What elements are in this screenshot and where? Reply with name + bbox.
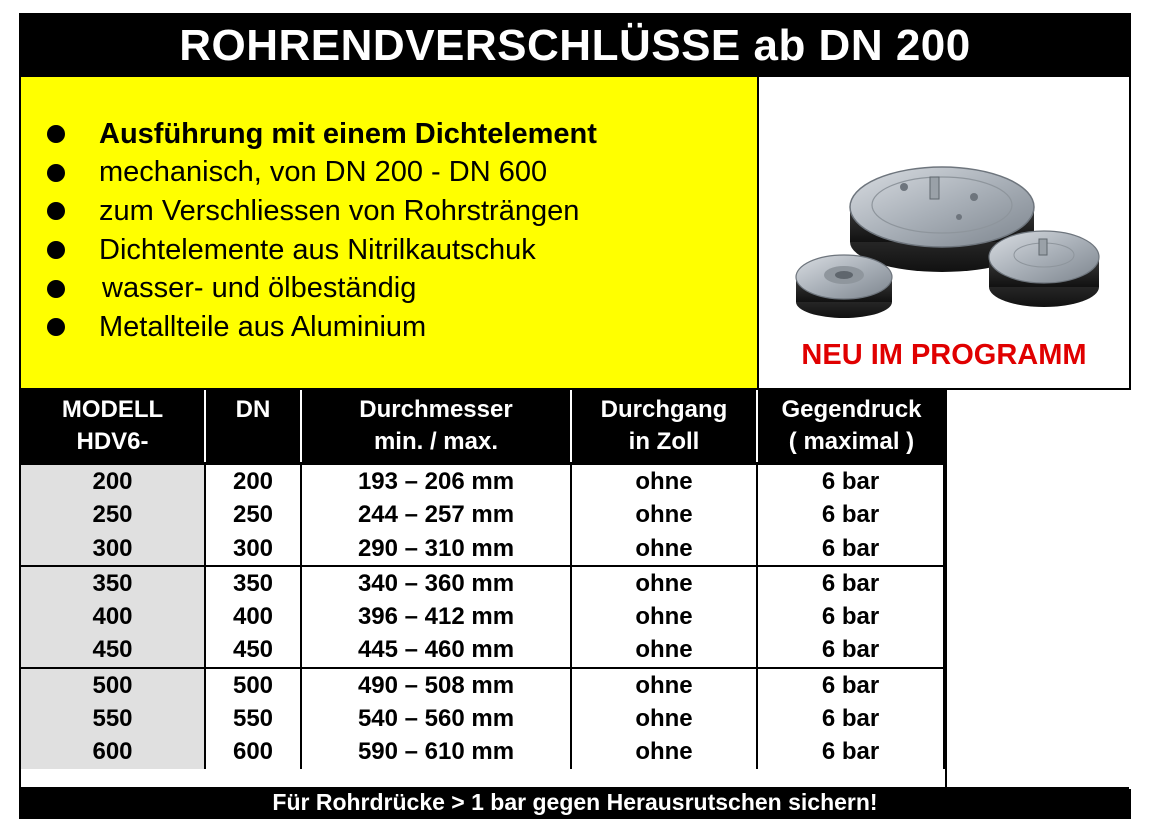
bullet-icon [47,164,65,182]
cell: 193 – 206 mm [357,468,515,495]
model-cell [21,669,206,769]
cell: ohne [635,569,693,597]
page-title: ROHRENDVERSCHLÜSSE ab DN 200 [21,15,1129,77]
cell: 350 [92,569,133,597]
bullet-icon [47,202,65,220]
header-line: in Zoll [628,428,700,455]
cell: 6 bar [821,671,880,699]
table-row-group [21,462,945,565]
table-row-group [21,565,945,667]
cell: 540 – 560 mm [357,705,515,733]
cell: 550 [232,705,274,733]
cell: 6 bar [821,534,880,562]
header-line: MODELL [61,396,164,423]
feature-text: Dichtelemente aus Nitrilkautschuk [99,233,536,266]
product-photo-panel [759,77,1129,390]
cell: 450 [92,636,133,664]
cell: 6 bar [821,468,880,495]
cell: ohne [635,705,693,733]
cell: 500 [92,671,133,699]
header-line: DN [235,396,271,423]
dn-cell [206,669,302,769]
bullet-icon [47,280,65,298]
cell: ohne [635,534,693,562]
cell: 250 [92,501,133,529]
cell: 6 bar [821,569,880,597]
header-passage [572,390,758,462]
model-cell [21,567,206,667]
feature-list [21,77,757,347]
cell: 6 bar [821,705,880,733]
feature-item [47,269,757,308]
pressure-cell [758,669,945,769]
table-body [21,462,945,769]
cell: ohne [635,603,693,631]
cell: 490 – 508 mm [357,671,515,699]
cell: ohne [635,468,693,495]
pressure-cell [758,465,945,565]
feature-text: Ausführung mit einem Dichtelement [99,117,597,150]
cell: ohne [635,738,693,766]
bullet-icon [47,318,65,336]
header-dn [206,390,302,462]
cell: 200 [92,468,133,495]
cell: ohne [635,636,693,664]
model-cell [21,465,206,565]
cell: 300 [232,534,274,562]
feature-text: wasser- und ölbeständig [102,272,417,305]
cell: 600 [92,738,133,766]
cell: ohne [635,671,693,699]
header-line: HDV6- [76,428,149,455]
cell: 6 bar [821,501,880,529]
feature-panel [21,77,759,390]
cell: ohne [635,501,693,529]
cell: 396 – 412 mm [357,603,515,631]
header-model [21,390,206,462]
feature-text: zum Verschliessen von Rohrsträngen [99,194,580,227]
header-line: Durchmesser [359,396,513,423]
dn-cell [206,465,302,565]
datasheet [19,13,1131,819]
cell: 200 [232,468,274,495]
header-line: ( maximal ) [788,428,915,455]
cell: 244 – 257 mm [357,501,515,529]
header-line: min. / max. [373,428,499,455]
passage-cell [572,465,758,565]
passage-cell [572,567,758,667]
diameter-cell [302,465,572,565]
cell: 290 – 310 mm [357,534,515,562]
diameter-cell [302,669,572,769]
cell: 500 [232,671,274,699]
header-line: Gegendruck [781,396,922,423]
table-row-group [21,667,945,769]
cell: 6 bar [821,738,880,766]
header-pressure [758,390,945,462]
table-side-blank [945,390,1133,789]
feature-text: mechanisch, von DN 200 - DN 600 [99,156,548,189]
cell: 550 [92,705,133,733]
pressure-cell [758,567,945,667]
cell: 400 [232,603,274,631]
cell: 250 [232,501,274,529]
new-in-program-badge: NEU IM PROGRAMM [801,339,1087,371]
dn-cell [206,567,302,667]
header-diameter [302,390,572,462]
bullet-icon [47,241,65,259]
cell: 350 [232,569,274,597]
cell: 300 [92,534,133,562]
cell: 400 [92,603,133,631]
table-header [21,390,945,462]
bullet-icon [47,125,65,143]
feature-item [47,231,757,270]
cell: 6 bar [821,636,880,664]
diameter-cell [302,567,572,667]
footer-warning: Für Rohrdrücke > 1 bar gegen Herausrutschen sichern! [21,787,1129,817]
feature-item [47,192,757,231]
cell: 340 – 360 mm [357,569,515,597]
feature-text: Metallteile aus Aluminium [99,310,427,343]
passage-cell [572,669,758,769]
cell: 590 – 610 mm [357,738,515,766]
pipe-plug-product-image [769,117,1119,347]
feature-item [47,115,757,154]
cell: 6 bar [821,603,880,631]
feature-item [47,308,757,347]
cell: 445 – 460 mm [357,636,515,664]
feature-item [47,154,757,193]
cell: 450 [232,636,274,664]
header-line: Durchgang [600,396,728,423]
cell: 600 [232,738,274,766]
